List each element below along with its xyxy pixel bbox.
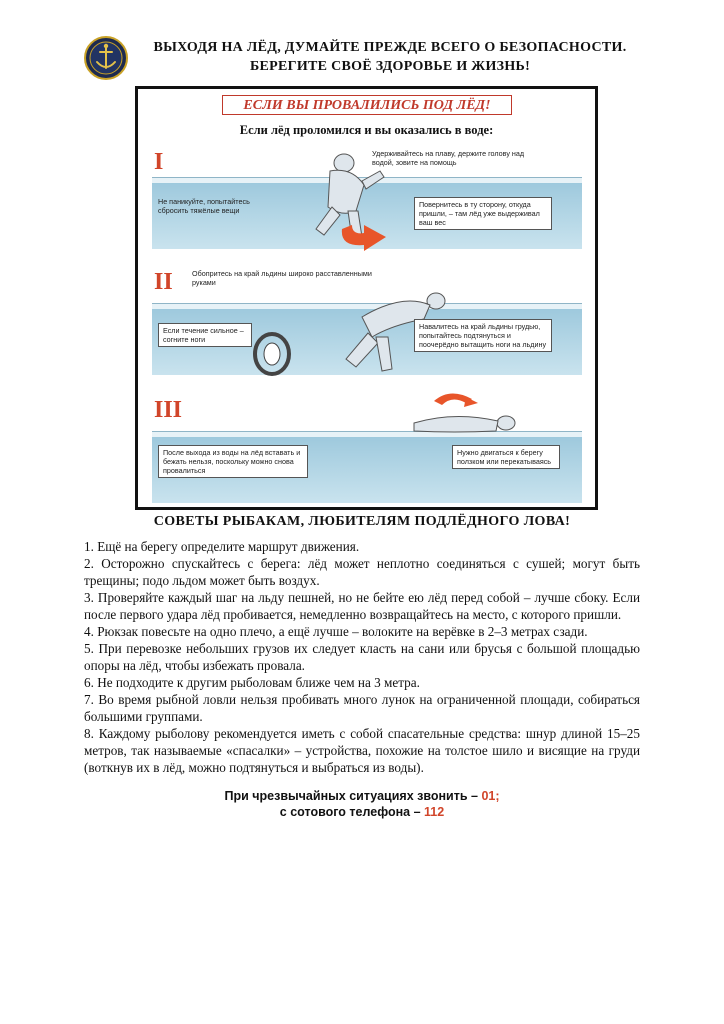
- stage-3: [152, 389, 582, 505]
- mobile-text: с сотового телефона –: [279, 805, 425, 819]
- emergency-text: При чрезвычайных ситуациях звонить –: [224, 789, 482, 803]
- emergency-contacts: [0, 788, 724, 820]
- stage-2-numeral: II: [154, 269, 173, 295]
- stage-2-caption-left: Если течение сильное – согните ноги: [158, 323, 252, 347]
- stage-2-caption-right: Навалитесь на край льдины грудью, попытайтесь подтянуться и поочерёдно вытащить ноги на льдину: [414, 319, 552, 352]
- advice-item: 4. Рюкзак повесьте на одно плечо, а ещё лучше – волоките на верёвке в 2–3 метрах сзади.: [84, 624, 588, 639]
- advice-item: 6. Не подходите к другим рыболовам ближе чем на 3 метра.: [84, 675, 420, 690]
- stage-3-caption-left: После выхода из воды на лёд вставать и бежать нельзя, поскольку можно снова провалиться: [158, 445, 308, 478]
- advice-item: 5. При перевозке небольших грузов их следует класть на сани или брусья с большой площадью опоры на лёд, чтобы избежать провала.: [84, 641, 640, 673]
- stage-3-numeral: III: [154, 397, 183, 423]
- stage-2: [152, 265, 582, 385]
- stage-2-caption-top: Обопритесь на край льдины широко расставленными руками: [192, 269, 372, 287]
- stage-1-caption-right: Повернитесь в ту сторону, откуда пришли, – там лёд уже выдерживал ваш вес: [414, 197, 552, 230]
- header-warning: [140, 38, 640, 76]
- header-line-2: БЕРЕГИТЕ СВОЁ ЗДОРОВЬЕ И ЖИЗНЬ!: [249, 59, 531, 74]
- mobile-number: 112: [424, 805, 445, 819]
- advice-item: 2. Осторожно спускайтесь с берега: лёд может неплотно соединяться с сушей; могут быть трещины; подо льдом может быть воздух.: [84, 556, 640, 588]
- page-header: [84, 36, 644, 84]
- ice-rescue-poster: [135, 86, 598, 510]
- header-line-1: ВЫХОДЯ НА ЛЁД, ДУМАЙТЕ ПРЕЖДЕ ВСЕГО О БЕЗОПАСНОСТИ.: [153, 40, 627, 55]
- person-crawling-illustration: [374, 389, 534, 439]
- emergency-line-1: [0, 788, 724, 804]
- stage-1-numeral: I: [154, 149, 164, 175]
- stage-1-caption-top: Удерживайтесь на плаву, держите голову над водой, зовите на помощь: [372, 149, 525, 167]
- emergency-number: 01;: [481, 789, 500, 803]
- advice-item: 1. Ещё на берегу определите маршрут движения.: [84, 539, 360, 554]
- advice-item: 3. Проверяйте каждый шаг на льду пешней, но не бейте ею лёд перед собой – лучше сбоку. Если после первого удара лёд пробивается, немедленно возвращайтесь на место, с которого пришли.: [84, 590, 640, 622]
- advice-list: [84, 538, 640, 776]
- poster-title: ЕСЛИ ВЫ ПРОВАЛИЛИСЬ ПОД ЛЁД!: [222, 95, 512, 115]
- advice-item: 8. Каждому рыболову рекомендуется иметь с собой спасательные средства: шнур длиной 15–25 метров, так называемые «спасалки» – устройства, похожие на толстое шило и висящие на груди (воткнув их в лёд, можно подтянуться и выбраться из воды).: [84, 726, 640, 775]
- life-ring-icon: [252, 331, 292, 377]
- anchor-emblem-icon: [84, 36, 128, 80]
- poster-subtitle: Если лёд проломился и вы оказались в воде:: [239, 123, 494, 137]
- stage-1: [152, 141, 582, 261]
- turn-arrow-icon: [338, 221, 390, 251]
- stage-1-caption-left: Не паникуйте, попытайтесь сбросить тяжёлые вещи: [158, 197, 250, 215]
- advice-item: 7. Во время рыбной ловли нельзя пробивать много лунок на ограниченной площади, собираться большими группами.: [84, 692, 640, 724]
- advice-title: СОВЕТЫ РЫБАКАМ, ЛЮБИТЕЛЯМ ПОДЛЁДНОГО ЛОВА!: [153, 514, 571, 529]
- emergency-line-2: [0, 804, 724, 820]
- stage-3-caption-right: Нужно двигаться к берегу ползком или перекатываясь: [452, 445, 560, 469]
